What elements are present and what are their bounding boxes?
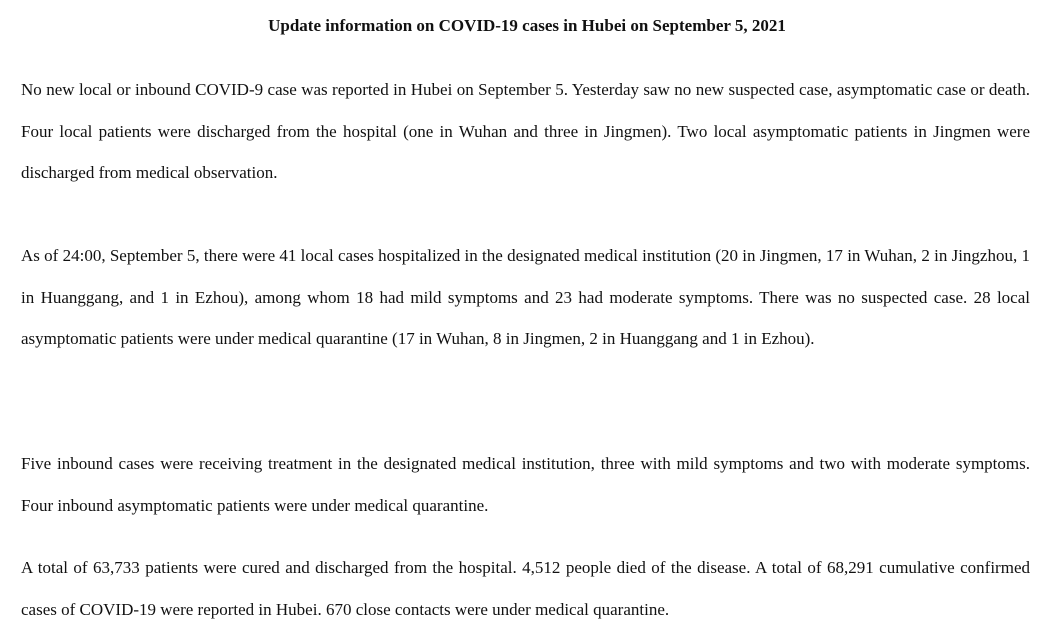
paragraph-cumulative-totals: A total of 63,733 patients were cured and discharged from the hospital. 4,512 people died of the disease. A total of 68,291 cumulative confirmed cases of COVID-19 were reported in Hubei. 670 close contacts were under medical quarantine. [21, 558, 1030, 619]
paragraph-inbound-cases: Five inbound cases were receiving treatment in the designated medical institution, three with mild symptoms and two with moderate symptoms. Four inbound asymptomatic patients were under medical quarantine. [21, 454, 1030, 515]
paragraph-hospitalized-cases: As of 24:00, September 5, there were 41 local cases hospitalized in the designated medical institution (20 in Jingmen, 17 in Wuhan, 2 in Jingzhou, 1 in Huanggang, and 1 in Ezhou), among whom 18 had mild symptoms and 23 had moderate symptoms. There was no suspected case. 28 local asymptomatic patients were under medical quarantine (17 in Wuhan, 8 in Jingmen, 2 in Huanggang and 1 in Ezhou). [21, 246, 1030, 348]
page-title: Update information on COVID-19 cases in Hubei on September 5, 2021 [268, 16, 786, 35]
paragraph-new-cases: No new local or inbound COVID-9 case was reported in Hubei on September 5. Yesterday saw no new suspected case, asymptomatic case or death. Four local patients were discharged from the hospital (one in Wuhan and three in Jingmen). Two local asymptomatic patients in Jingmen were discharged from medical observation. [21, 80, 1030, 182]
